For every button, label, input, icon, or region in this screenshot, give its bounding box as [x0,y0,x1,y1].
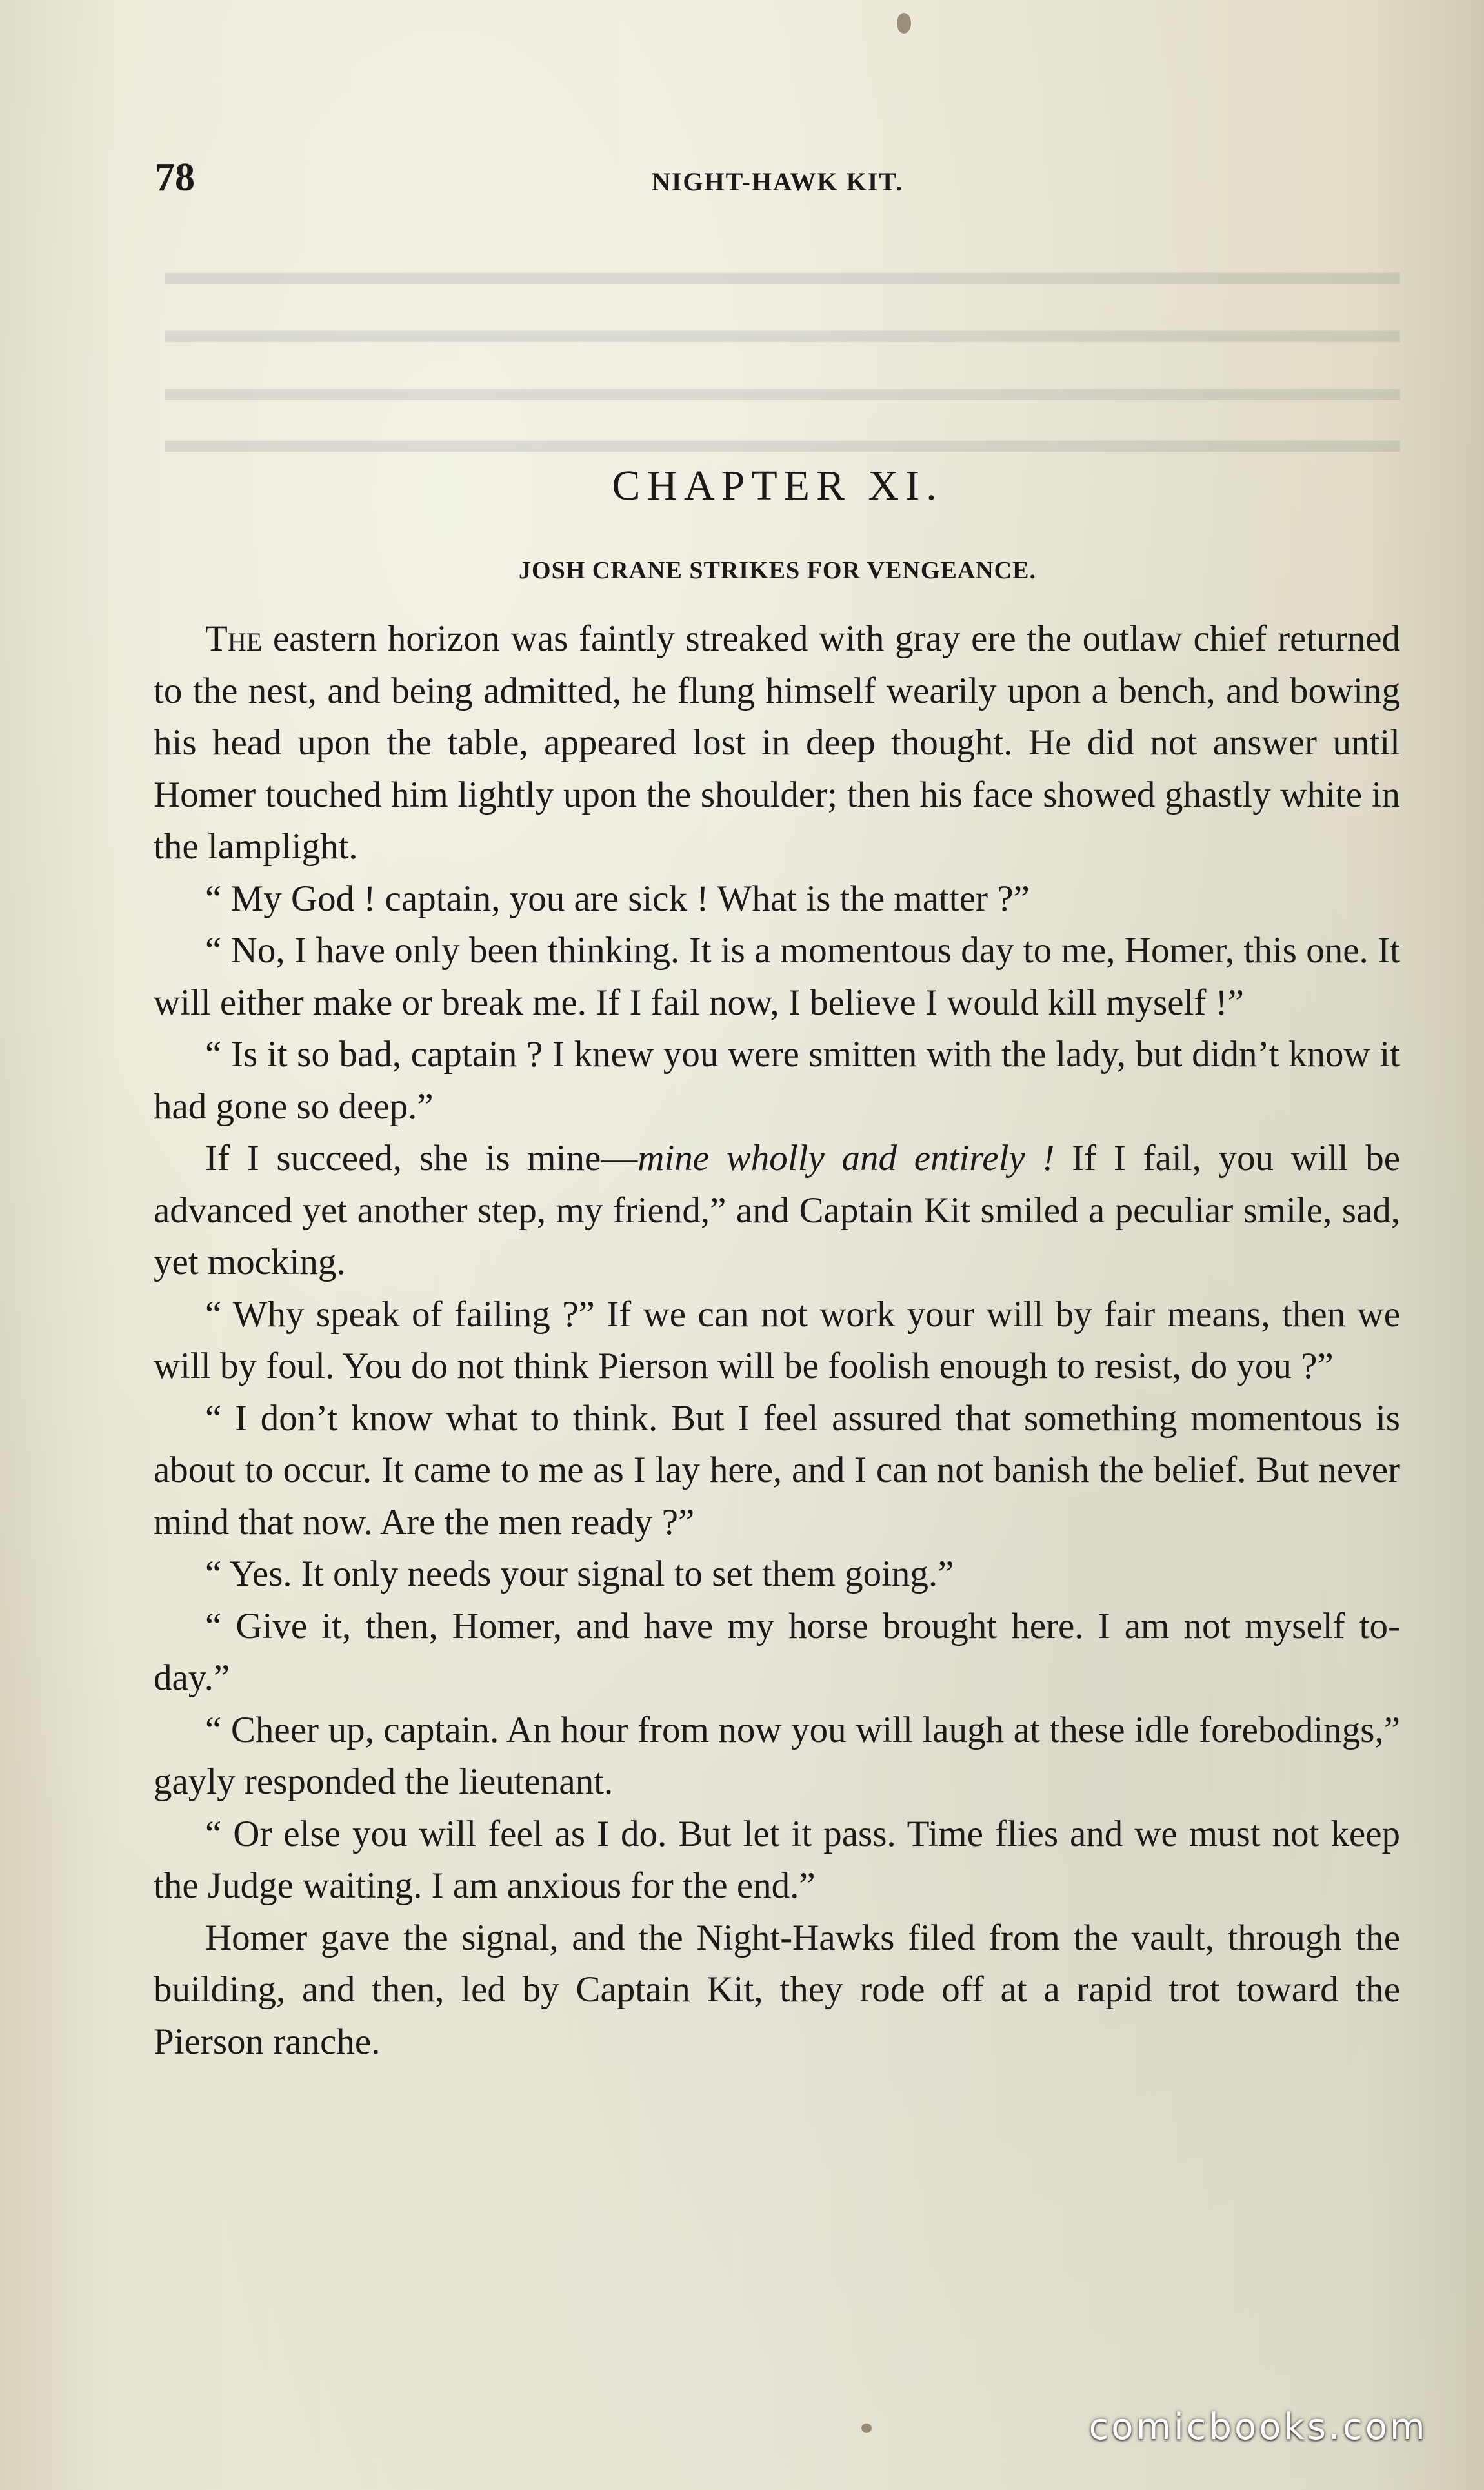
opening-words: The [205,618,263,659]
show-through-texture: ▬▬▬▬▬▬▬▬▬▬▬▬▬▬▬▬▬▬▬▬▬▬▬▬▬▬▬▬▬▬▬▬▬ [165,418,1400,460]
chapter-title: CHAPTER XI. [612,462,943,509]
paragraph: “ Is it so bad, captain ? I knew you were smitten with the lady, but didn’t know it had gone so deep.” [154,1034,1400,1127]
show-through-texture: ▬▬▬▬▬▬▬▬▬▬▬▬▬▬▬▬▬▬▬▬▬▬▬▬▬▬▬▬▬▬▬▬▬ [165,250,1400,292]
paper-spot [861,2424,872,2433]
paragraph: “ Cheer up, captain. An hour from now you will laugh at these idle forebodings,” gayly responded the lieutenant. [154,1709,1400,1802]
paragraph: “ Give it, then, Homer, and have my horse brought here. I am not myself to-day.” [154,1605,1400,1698]
running-head: NIGHT-HAWK KIT. [651,167,904,196]
paper-spot [897,13,911,34]
page-number: 78 [155,156,195,199]
emphasis: mine wholly and entirely ! [637,1138,1055,1179]
paragraph: Homer gave the signal, and the Night-Hawks filed from the vault, through the building, and then, led by Captain Kit, they rode off at a rapid trot toward the Pierson ranche. [154,1917,1400,2062]
chapter-subtitle: JOSH CRANE STRIKES FOR VENGEANCE. [519,557,1036,584]
paragraph: If I succeed, she is mine—mine wholly and entirely ! If I fail, you will be advanced yet another step, my friend,” and Captain Kit smiled a peculiar smile, sad, yet mocking. [154,1138,1401,1282]
paragraph: “ My God ! captain, you are sick ! What is the matter ?” [205,878,1030,919]
watermark: comicbooks.com [1088,2406,1428,2448]
paragraph: “ I don’t know what to think. But I feel assured that something momentous is about to occur. It came to me as I lay here, and I can not banish the belief. But never mind that now. Are the men ready ?” [154,1397,1400,1543]
paragraph: “ Yes. It only needs your signal to set them going.” [205,1554,954,1594]
paragraph: The eastern horizon was faintly streaked with gray ere the outlaw chief returned to the nest, and being admitted, he flung himself wearily upon a bench, and bowing his head upon the table, appeared lost in deep thought. He did not answer until Homer touched him lightly upon the shoulder; then his face showed ghastly white in the lamplight. [154,618,1400,867]
show-through-texture: ▬▬▬▬▬▬▬▬▬▬▬▬▬▬▬▬▬▬▬▬▬▬▬▬▬▬▬▬▬▬▬▬▬ [165,367,1400,409]
show-through-texture: ▬▬▬▬▬▬▬▬▬▬▬▬▬▬▬▬▬▬▬▬▬▬▬▬▬▬▬▬▬▬▬▬▬ [165,309,1400,350]
paragraph: “ No, I have only been thinking. It is a momentous day to me, Homer, this one. It will either make or break me. If I fail now, I believe I would kill myself !” [154,930,1400,1023]
body-text [154,613,1400,2068]
page-header [155,155,1400,213]
paragraph: “ Or else you will feel as I do. But let it pass. Time flies and we must not keep the Judge waiting. I am anxious for the end.” [154,1813,1400,1906]
paragraph: “ Why speak of failing ?” If we can not work your will by fair means, then we will by foul. You do not think Pierson will be foolish enough to resist, do you ?” [154,1293,1400,1386]
